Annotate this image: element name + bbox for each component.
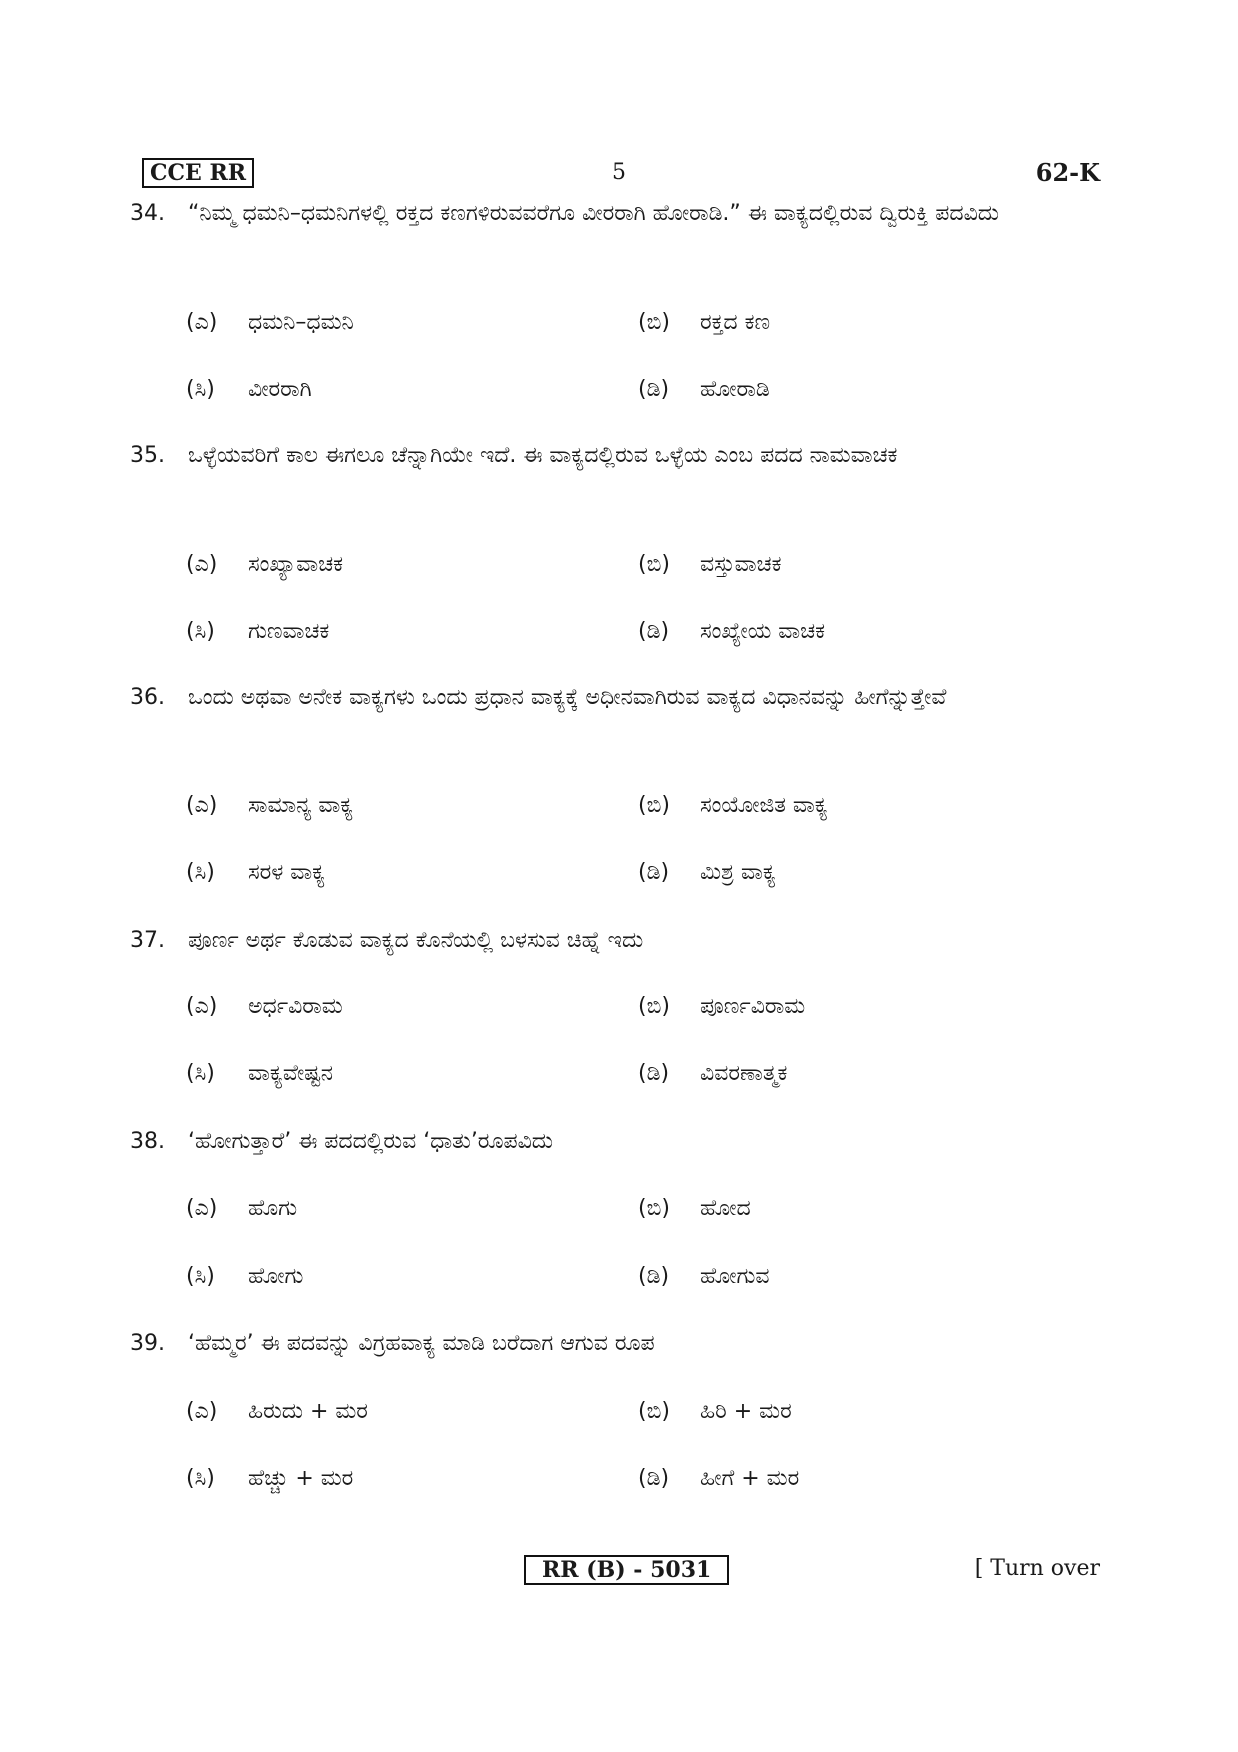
question-38 <box>130 1120 1107 1164</box>
question-number: 37. <box>130 928 165 953</box>
option-label: (ಡಿ) <box>638 619 670 644</box>
option-text: ಹಿರುದು + ಮರ <box>248 1399 368 1424</box>
option-label: (ಡಿ) <box>638 860 670 885</box>
option-a[interactable] <box>186 789 353 823</box>
option-label: (ಎ) <box>186 1196 218 1221</box>
option-b[interactable] <box>638 1192 751 1226</box>
option-label: (ಎ) <box>186 310 218 335</box>
option-label: (ಡಿ) <box>638 1466 670 1491</box>
question-number: 38. <box>130 1129 165 1154</box>
option-d[interactable] <box>638 856 776 890</box>
question-text: ಪೂರ್ಣ ಅರ್ಥ ಕೊಡುವ ವಾಕ್ಯದ ಕೊನೆಯಲ್ಲಿ ಬಳಸುವ ಚಿಹ್ನೆ ಇದು <box>188 928 644 953</box>
option-b[interactable] <box>638 548 782 582</box>
question-number: 39. <box>130 1331 165 1356</box>
exam-series-label: CCE RR <box>142 158 254 188</box>
option-label: (ಡಿ) <box>638 377 670 402</box>
option-d[interactable] <box>638 615 825 649</box>
option-a[interactable] <box>186 306 354 340</box>
question-text: “ನಿಮ್ಮ ಧಮನಿ–ಧಮನಿಗಳಲ್ಲಿ ರಕ್ತದ ಕಣಗಳಿರುವವರೆಗೂ ವೀರರಾಗಿ ಹೋರಾಡಿ.” ಈ ವಾಕ್ಯದಲ್ಲಿರುವ ದ್ವಿರುಕ್ತಿ ಪದವಿದು <box>188 201 999 226</box>
option-c[interactable] <box>186 856 325 890</box>
question-37 <box>130 919 1107 963</box>
option-label: (ಸಿ) <box>186 1061 215 1086</box>
option-label: (ಎ) <box>186 1399 218 1424</box>
option-text: ಹೀಗೆ + ಮರ <box>700 1466 800 1491</box>
option-c[interactable] <box>186 1260 303 1294</box>
option-label: (ಬಿ) <box>638 793 670 818</box>
option-label: (ಬಿ) <box>638 310 670 335</box>
option-b[interactable] <box>638 306 770 340</box>
option-text: ಅರ್ಧವಿರಾಮ <box>248 994 343 1019</box>
option-text: ಹಿರಿ + ಮರ <box>700 1399 792 1424</box>
option-text: ಹೆಚ್ಚು + ಮರ <box>248 1466 354 1491</box>
option-b[interactable] <box>638 1395 792 1429</box>
option-label: (ಬಿ) <box>638 1399 670 1424</box>
turn-over-note: [ Turn over <box>974 1556 1100 1581</box>
option-d[interactable] <box>638 373 770 407</box>
option-label: (ಡಿ) <box>638 1264 670 1289</box>
option-label: (ಡಿ) <box>638 1061 670 1086</box>
option-a[interactable] <box>186 548 343 582</box>
option-label: (ಸಿ) <box>186 1264 215 1289</box>
question-text: ‘ಹೋಗುತ್ತಾರೆ’ ಈ ಪದದಲ್ಲಿರುವ ‘ಧಾತು’ರೂಪವಿದು <box>188 1129 553 1154</box>
option-text: ಹೋರಾಡಿ <box>700 377 770 402</box>
option-text: ಗುಣವಾಚಕ <box>248 619 330 644</box>
paper-code: 62-K <box>1035 158 1100 187</box>
option-a[interactable] <box>186 1395 368 1429</box>
option-label: (ಬಿ) <box>638 552 670 577</box>
option-text: ಪೂರ್ಣವಿರಾಮ <box>700 994 806 1019</box>
question-35 <box>130 434 1107 478</box>
option-text: ಹೊಗು <box>248 1196 298 1221</box>
option-text: ಮಿಶ್ರ ವಾಕ್ಯ <box>700 860 776 885</box>
option-c[interactable] <box>186 615 329 649</box>
option-label: (ಎ) <box>186 793 218 818</box>
option-label: (ಎ) <box>186 552 218 577</box>
page-number: 5 <box>612 160 626 185</box>
option-text: ವಾಕ್ಯವೇಷ್ಟನ <box>248 1061 333 1086</box>
option-text: ಸಂಖ್ಯೇಯ ವಾಚಕ <box>700 619 826 644</box>
option-c[interactable] <box>186 1462 353 1496</box>
option-label: (ಸಿ) <box>186 377 215 402</box>
option-d[interactable] <box>638 1057 787 1091</box>
option-b[interactable] <box>638 789 828 823</box>
option-label: (ಸಿ) <box>186 619 215 644</box>
option-text: ಸಾಮಾನ್ಯ ವಾಕ್ಯ <box>248 793 354 818</box>
option-c[interactable] <box>186 373 312 407</box>
option-text: ವಿವರಣಾತ್ಮಕ <box>700 1061 788 1086</box>
option-c[interactable] <box>186 1057 333 1091</box>
question-36 <box>130 676 1107 720</box>
option-label: (ಸಿ) <box>186 1466 215 1491</box>
option-d[interactable] <box>638 1260 770 1294</box>
question-text: ‘ಹೆಮ್ಮರ’ ಈ ಪದವನ್ನು ವಿಗ್ರಹವಾಕ್ಯ ಮಾಡಿ ಬರೆದಾಗ ಆಗುವ ರೂಪ <box>188 1331 655 1356</box>
option-text: ವಸ್ತುವಾಚಕ <box>700 552 782 577</box>
option-text: ರಕ್ತದ ಕಣ <box>700 310 771 335</box>
option-text: ಧಮನಿ–ಧಮನಿ <box>248 310 354 335</box>
option-text: ಸಂಯೋಜಿತ ವಾಕ್ಯ <box>700 793 828 818</box>
question-number: 36. <box>130 685 165 710</box>
option-text: ಹೋದ <box>700 1196 751 1221</box>
option-label: (ಬಿ) <box>638 994 670 1019</box>
option-label: (ಸಿ) <box>186 860 215 885</box>
option-text: ಸಂಖ್ಯಾವಾಚಕ <box>248 552 344 577</box>
question-number: 34. <box>130 201 165 226</box>
option-label: (ಎ) <box>186 994 218 1019</box>
question-number: 35. <box>130 443 165 468</box>
option-b[interactable] <box>638 990 805 1024</box>
question-34 <box>130 192 1107 236</box>
option-label: (ಬಿ) <box>638 1196 670 1221</box>
option-a[interactable] <box>186 1192 297 1226</box>
question-39 <box>130 1322 1107 1366</box>
question-text: ಒಂದು ಅಥವಾ ಅನೇಕ ವಾಕ್ಯಗಳು ಒಂದು ಪ್ರಧಾನ ವಾಕ್ಯಕ್ಕೆ ಅಧೀನವಾಗಿರುವ ವಾಕ್ಯದ ವಿಧಾನವನ್ನು ಹೀಗೆನ್ನುತ್ತೇವೆ <box>188 685 947 710</box>
option-text: ಹೋಗುವ <box>700 1264 770 1289</box>
option-text: ಸರಳ ವಾಕ್ಯ <box>248 860 326 885</box>
option-text: ವೀರರಾಗಿ <box>248 377 312 402</box>
option-d[interactable] <box>638 1462 799 1496</box>
footer-code: RR (B) - 5031 <box>524 1555 729 1585</box>
option-a[interactable] <box>186 990 343 1024</box>
option-text: ಹೋಗು <box>248 1264 304 1289</box>
question-text: ಒಳ್ಳೆಯವರಿಗೆ ಕಾಲ ಈಗಲೂ ಚೆನ್ನಾಗಿಯೇ ಇದೆ. ಈ ವಾಕ್ಯದಲ್ಲಿರುವ ಒಳ್ಳೆಯ ಎಂಬ ಪದದ ನಾಮವಾಚಕ <box>188 443 898 468</box>
